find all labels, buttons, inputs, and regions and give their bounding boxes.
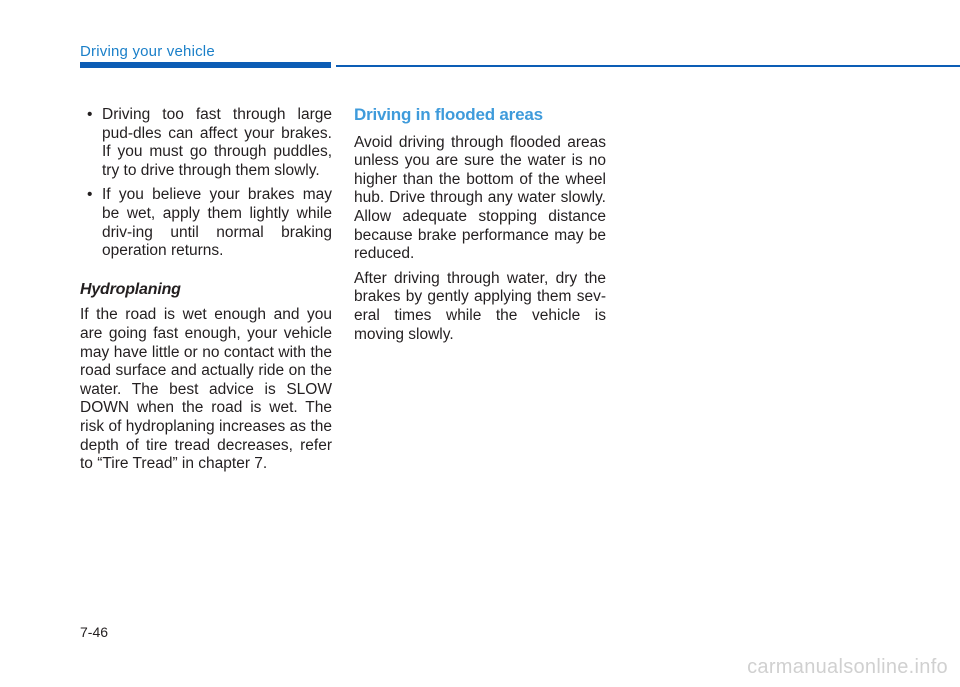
list-item <box>80 186 332 260</box>
bullet-marker: • <box>87 186 93 204</box>
bullet-list <box>80 106 332 261</box>
section-header-title: Driving your vehicle <box>80 43 215 60</box>
right-column <box>354 106 606 350</box>
flooded-paragraph-2: After driving through water, dry the brakes by gently applying them sev-eral times while the vehicle is moving slowly. <box>354 269 606 343</box>
subheading-hydroplaning: Hydroplaning <box>80 280 181 298</box>
bullet-text: If you believe your brakes may be wet, apply them lightly while driv-ing until normal braking operation returns. <box>102 186 332 260</box>
bullet-text: Driving too fast through large pud-dles can affect your brakes. If you must go through puddles, try to drive through them slowly. <box>102 106 332 179</box>
hydroplaning-paragraph: If the road is wet enough and you are going fast enough, your vehicle may have little or no contact with the road surface and actually ride on the water. The best advice is SLOW DOWN when the road is wet. The risk of hydroplaning increases as the depth of tire tread decreases, refer to “Tire Tread” in chapter 7. <box>80 306 332 473</box>
header-bar-accent <box>80 62 331 68</box>
bullet-marker: • <box>87 106 93 123</box>
list-item <box>80 106 332 180</box>
page-number: 7-46 <box>80 624 109 640</box>
flooded-paragraph-1: Avoid driving through flooded areas unless you are sure the water is no higher than the bottom of the wheel hub. Drive through any water slowly. Allow adequate stopping distance because brake performance may be reduced. <box>354 133 606 263</box>
watermark: carmanualsonline.info <box>747 656 948 678</box>
left-column <box>80 106 332 480</box>
flooded-areas-heading: Driving in flooded areas <box>354 105 543 124</box>
header-rule <box>336 65 960 67</box>
